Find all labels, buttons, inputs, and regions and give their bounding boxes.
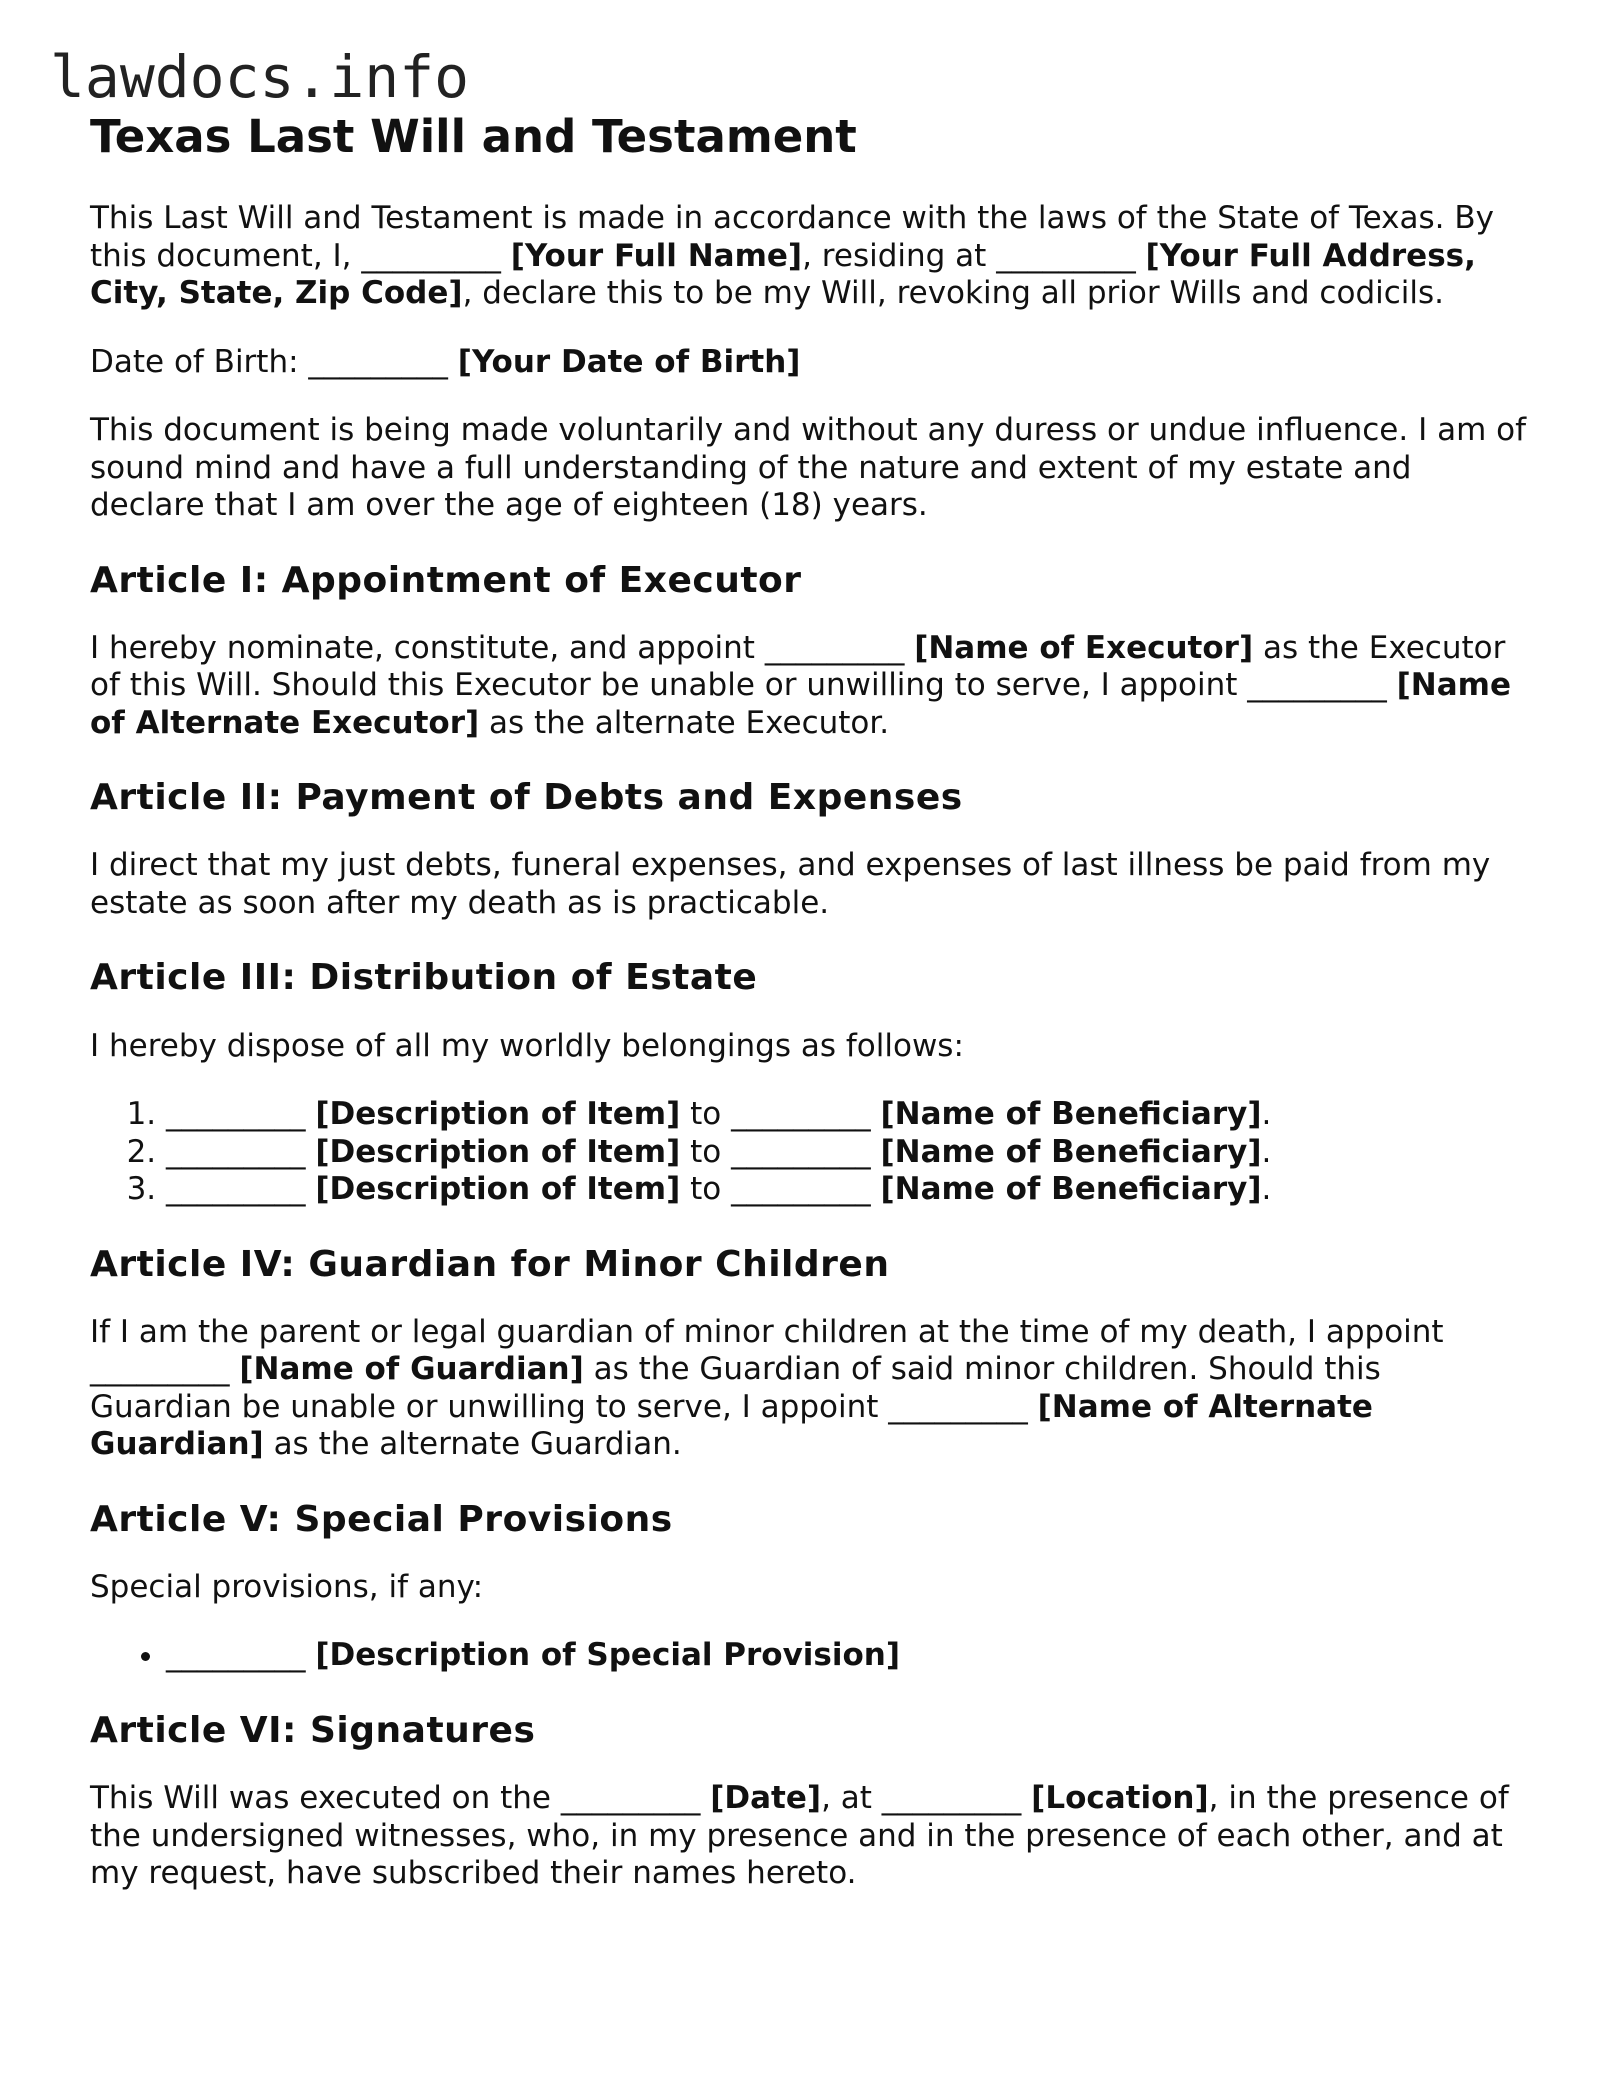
alternate-executor-placeholder: [Name of Alternate Executor] [90, 667, 1511, 741]
article-3-intro: I hereby dispose of all my worldly belongings as follows: [90, 1027, 964, 1064]
list-item: 3. _________ [Description of Item] to _________ [Name of Beneficiary]. [166, 1171, 1530, 1209]
location-placeholder: [Location] [1031, 1780, 1209, 1817]
blank-line: _________ [560, 1780, 701, 1817]
blank-line: _________ [308, 343, 448, 380]
dob-placeholder: [Your Date of Birth] [457, 343, 801, 380]
blank-line: _________ [166, 1171, 306, 1208]
list-item [166, 1637, 1530, 1675]
blank-line: _________ [888, 1388, 1028, 1425]
blank-line: _________ [166, 1637, 306, 1674]
blank-line: _________ [166, 1133, 306, 1170]
blank-line: _________ [361, 237, 501, 274]
article-3-heading: Article III: Distribution of Estate [90, 957, 758, 999]
date-of-birth-line: Date of Birth: _________ [Your Date of Birth] [90, 343, 801, 380]
article-5-heading: Article V: Special Provisions [90, 1498, 673, 1540]
special-provisions-list [90, 1637, 1530, 1675]
article-1-text: I hereby nominate, constitute, and appoint _________ [Name of Executor] as the Executor of this Will. Should this Executor be unable or unwilling to serve, I appoint _________ [Name of Alternate Executor] as the alternate Executor. [90, 629, 1511, 741]
intro-paragraph: This Last Will and Testament is made in accordance with the laws of the State of Texas. By this document, I, _________ [Your Full Name], residing at _________ [Your Full Address, City, State, Zip Code], declare this to be my Will, revoking all prior Wills and codicils. [90, 200, 1494, 311]
special-provision-placeholder: [Description of Special Provision] [315, 1637, 901, 1674]
alternate-guardian-placeholder: [Name of Alternate Guardian] [90, 1388, 1373, 1463]
watermark-logo: lawdocs.info [50, 43, 470, 111]
guardian-placeholder: [Name of Guardian] [239, 1351, 584, 1388]
blank-line: _________ [731, 1096, 871, 1133]
blank-line: _________ [166, 1096, 306, 1133]
list-item: 1. _________ [Description of Item] to _________ [Name of Beneficiary]. [166, 1096, 1530, 1134]
blank-line: _________ [731, 1133, 871, 1170]
executor-placeholder: [Name of Executor] [914, 629, 1254, 666]
blank-line: _________ [1247, 667, 1387, 704]
blank-line: _________ [881, 1780, 1022, 1817]
document-title: Texas Last Will and Testament [90, 110, 857, 163]
article-4-heading: Article IV: Guardian for Minor Children [90, 1243, 890, 1285]
list-item: 2. _________ [Description of Item] to _________ [Name of Beneficiary]. [166, 1134, 1530, 1172]
article-1-heading: Article I: Appointment of Executor [90, 559, 802, 601]
article-2-text: I direct that my just debts, funeral expenses, and expenses of last illness be paid from my estate as soon after my death as is practicable. [90, 847, 1491, 921]
blank-line: _________ [996, 237, 1136, 274]
article-2-heading: Article II: Payment of Debts and Expenses [90, 777, 963, 819]
distribution-list [90, 1096, 1530, 1209]
blank-line: _________ [764, 629, 905, 666]
address-placeholder: [Your Full Address, City, State, Zip Code] [90, 237, 1476, 311]
full-name-placeholder: [Your Full Name] [510, 237, 803, 274]
article-6-text: This Will was executed on the _________ [Date], at _________ [Location], in the presence of the undersigned witnesses, who, in my presence and in the presence of each other, and at my request, have subscribed their names hereto. [90, 1780, 1509, 1892]
blank-line: _________ [90, 1351, 230, 1388]
article-5-intro: Special provisions, if any: [90, 1568, 484, 1605]
article-4-text: If I am the parent or legal guardian of minor children at the time of my death, I appoint _________ [Name of Guardian] as the Guardian of said minor children. Should this Guardian be unable or unwilling to serve, I appoint _________ [Name of Alternate Guardian] as the alternate Guardian. [90, 1313, 1444, 1463]
date-placeholder: [Date] [710, 1780, 822, 1817]
blank-line: _________ [731, 1171, 871, 1208]
declaration-paragraph: This document is being made voluntarily and without any duress or undue influence. I am of sound mind and have a full understanding of the nature and extent of my estate and declare that I am over the age of eighteen (18) years. [90, 412, 1527, 523]
article-6-heading: Article VI: Signatures [90, 1709, 536, 1751]
document-body [90, 110, 1530, 1924]
